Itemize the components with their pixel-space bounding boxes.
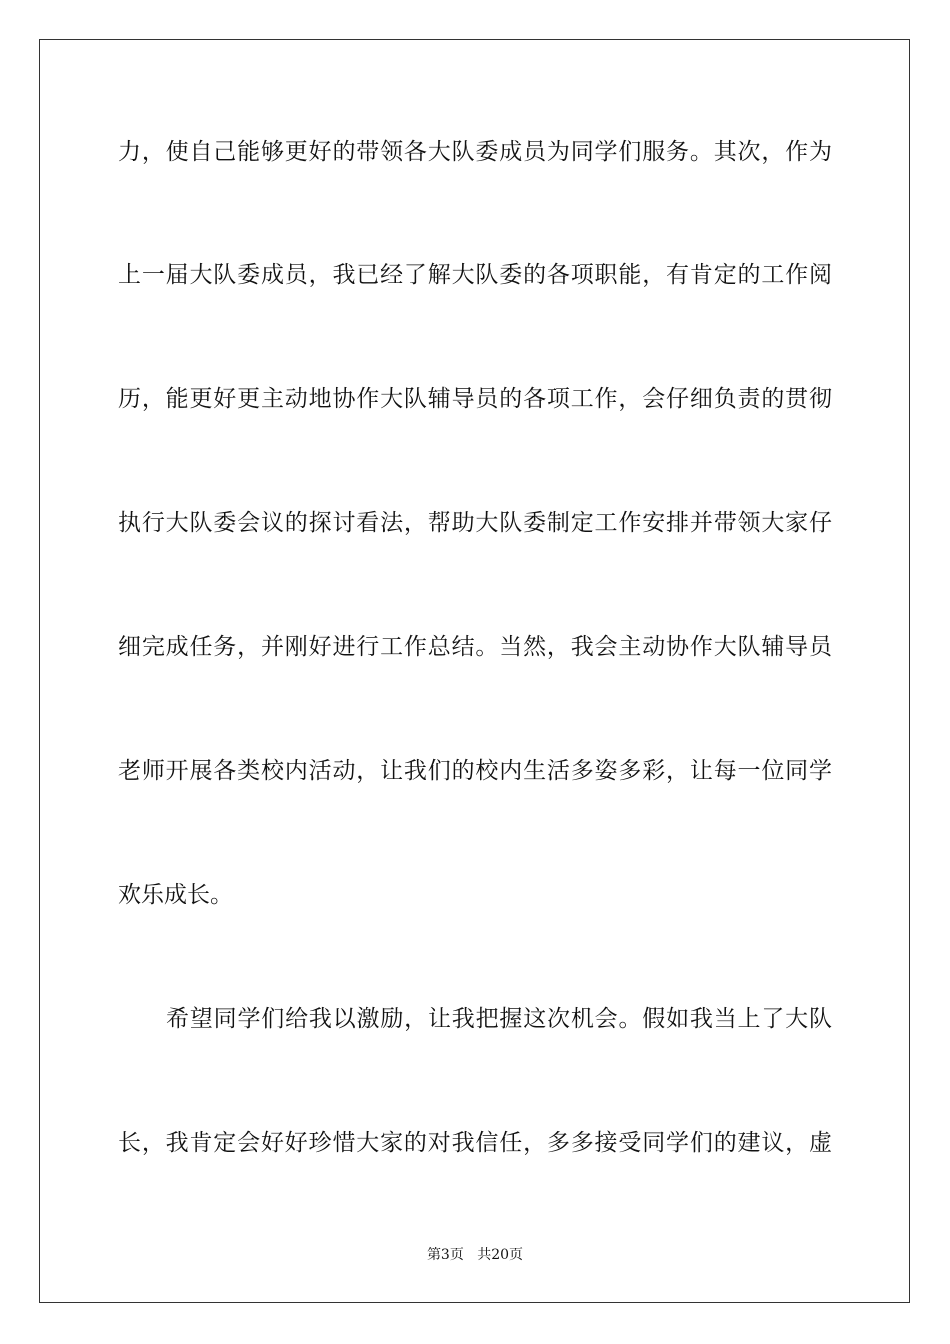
paragraph-line: 细完成任务，并刚好进行工作总结。当然，我会主动协作大队辅导员	[118, 634, 832, 660]
page-total: 共20页	[477, 1247, 524, 1263]
page-footer	[0, 1246, 950, 1264]
page-border	[39, 39, 910, 1303]
paragraph-line: 执行大队委会议的探讨看法，帮助大队委制定工作安排并带领大家仔	[118, 510, 832, 536]
page-number: 第3页	[426, 1247, 464, 1263]
paragraph-line: 力，使自己能够更好的带领各大队委成员为同学们服务。其次，作为	[118, 139, 832, 165]
paragraph-line: 欢乐成长。	[118, 882, 233, 908]
paragraph-line: 老师开展各类校内活动，让我们的校内生活多姿多彩，让每一位同学	[118, 758, 832, 784]
paragraph-line: 希望同学们给我以激励，让我把握这次机会。假如我当上了大队	[166, 1006, 832, 1032]
paragraph-line: 历，能更好更主动地协作大队辅导员的各项工作，会仔细负责的贯彻	[118, 386, 832, 412]
paragraph-line: 上一届大队委成员，我已经了解大队委的各项职能，有肯定的工作阅	[118, 262, 832, 288]
paragraph-line: 长，我肯定会好好珍惜大家的对我信任，多多接受同学们的建议，虚	[118, 1130, 832, 1156]
